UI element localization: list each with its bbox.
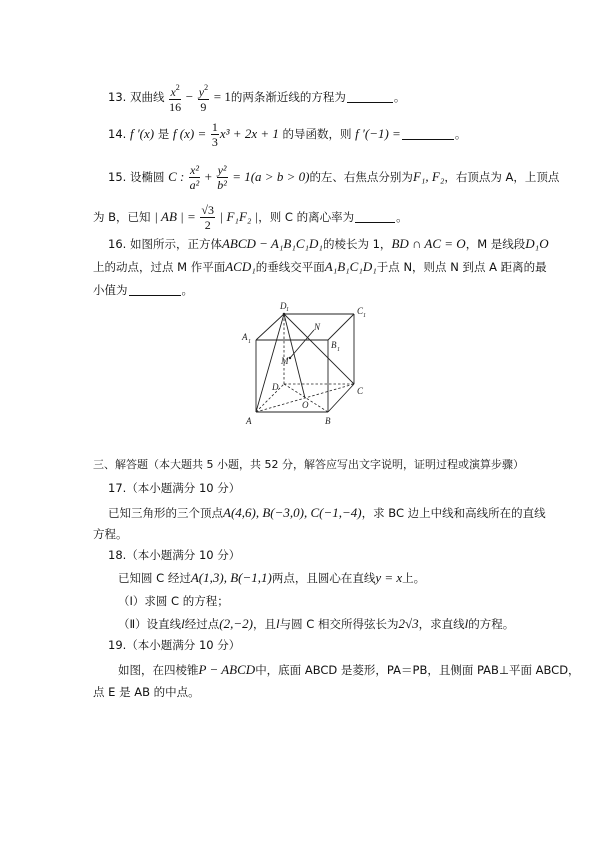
q15-foci: F₁, F₂ bbox=[412, 169, 445, 184]
q13-equals: = 1 bbox=[213, 89, 231, 104]
q15-y2: y² bbox=[217, 163, 227, 177]
q16-text-2a: 上的动点，过点 M 作平面 bbox=[93, 260, 226, 274]
q15-C: C : bbox=[168, 169, 185, 184]
question-13 bbox=[108, 82, 405, 113]
q16-a1b1c1d1: A₁B₁C₁D₁ bbox=[324, 259, 377, 274]
question-17-line-1 bbox=[108, 505, 546, 521]
question-18-part-2 bbox=[118, 616, 514, 632]
q18-l-3: l bbox=[464, 616, 469, 631]
q18-text-2b: 经过点 bbox=[184, 617, 220, 631]
q15-number: 15. bbox=[108, 170, 127, 184]
q16-cube: ABCD − A₁B₁C₁D₁ bbox=[221, 236, 323, 251]
q14-number: 14. bbox=[108, 127, 127, 141]
q15-ab: | AB | = bbox=[154, 209, 196, 224]
q18-text-1b: 两点，且圆心在直线 bbox=[271, 571, 376, 585]
q14-end: 。 bbox=[454, 127, 467, 141]
line-d1a bbox=[256, 314, 284, 412]
label-d1-sub: 1 bbox=[286, 307, 289, 313]
q13-fraction-x: $\frac{x^2}{16}$ bbox=[169, 83, 182, 114]
q13-fraction-y: $\frac{y^2}{9}$ bbox=[198, 83, 209, 114]
q18-points: A(1,3), B(−1,1) bbox=[190, 570, 272, 585]
label-c1-sub: 1 bbox=[363, 313, 366, 319]
label-a: A bbox=[246, 416, 252, 426]
q15-fraction-y bbox=[217, 164, 228, 191]
q15-fraction-x bbox=[189, 164, 200, 191]
q18-heading: 18.（本小题满分 10 分） bbox=[108, 548, 241, 562]
label-d: D bbox=[272, 382, 279, 392]
q15-two: 2 bbox=[204, 218, 211, 232]
label-a1: A bbox=[242, 332, 248, 342]
q13-text-1: 双曲线 bbox=[129, 90, 165, 104]
question-16-line-1 bbox=[108, 236, 549, 252]
q17-text-1b: ，求 BC 边上中线和高线所在的直线 bbox=[361, 506, 546, 520]
label-c1: C bbox=[357, 306, 364, 316]
question-19-line-2: 点 E 是 AB 的中点。 bbox=[93, 685, 200, 699]
q15-text-2: 的左、右焦点分别为 bbox=[309, 170, 413, 184]
label-m: M bbox=[281, 356, 289, 366]
point-d1 bbox=[283, 313, 286, 316]
q14-fvalue: f ′(−1) = bbox=[355, 126, 401, 141]
question-17-line-2: 方程。 bbox=[93, 527, 128, 541]
q15-line2-text-b: ，则 C 的离心率为 bbox=[258, 210, 355, 224]
label-b1: B bbox=[331, 340, 337, 350]
q13-den1: 16 bbox=[169, 100, 182, 114]
q19-text-1b: 中，底面 ABCD 是菱形，PA＝PB，且侧面 PAB⊥平面 ABCD， bbox=[255, 663, 580, 677]
q18-line: y = x bbox=[375, 570, 403, 585]
q18-text-2c: ，且 bbox=[252, 617, 276, 631]
q17-points: A(4,6), B(−3,0), C(−1,−4) bbox=[223, 505, 362, 520]
q18-text-2f: 的方程。 bbox=[468, 617, 515, 631]
q18-l-2: l bbox=[275, 616, 280, 631]
q19-heading: 19.（本小题满分 10 分） bbox=[108, 638, 241, 652]
q18-text-2e: ，求直线 bbox=[418, 617, 465, 631]
q15-fraction-sqrt bbox=[200, 204, 215, 231]
q15-text-1: 设椭圆 bbox=[129, 170, 165, 184]
q13-text-2: 的两条渐近线的方程为 bbox=[230, 90, 346, 104]
label-a1-sub: 1 bbox=[248, 339, 251, 345]
q16-answer-blank[interactable] bbox=[129, 283, 181, 296]
q15-f1f2: | F₁F₂ | bbox=[219, 209, 259, 224]
q13-minus: − bbox=[185, 89, 194, 104]
q16-number: 16. bbox=[108, 237, 127, 251]
q14-fraction bbox=[211, 121, 219, 148]
q16-end: 。 bbox=[181, 283, 193, 297]
line-mn bbox=[290, 330, 314, 358]
q15-a2: a² bbox=[189, 178, 200, 192]
q18-part-1: （Ⅰ）求圆 C 的方程； bbox=[118, 594, 229, 608]
question-14 bbox=[108, 121, 466, 148]
q18-l-1: l bbox=[181, 616, 185, 631]
question-15-line-2 bbox=[93, 204, 408, 231]
q16-text-3: 小值为 bbox=[93, 283, 128, 297]
q13-y: y bbox=[198, 85, 205, 99]
q13-number: 13. bbox=[108, 90, 127, 104]
q16-text-2b: 的垂线交平面 bbox=[255, 260, 325, 274]
q15-answer-blank[interactable] bbox=[355, 210, 395, 223]
q15-plus: + bbox=[204, 169, 212, 184]
label-d1: D bbox=[280, 301, 287, 311]
q13-end: 。 bbox=[393, 90, 406, 104]
q14-three: 3 bbox=[211, 135, 218, 149]
section-3-title: 三、解答题（本大题共 5 小题，共 52 分，解答应写出文字说明，证明过程或演算步骤） bbox=[93, 458, 524, 471]
question-16-line-2 bbox=[93, 259, 547, 275]
q15-b2: b² bbox=[217, 178, 227, 192]
q16-text-1c: ，M 是线段 bbox=[465, 237, 526, 251]
q16-intersection: BD ∩ AC = O bbox=[391, 236, 466, 251]
label-b: B bbox=[325, 416, 331, 426]
q15-sqrt3: √3 bbox=[201, 203, 215, 217]
edge-bc bbox=[328, 384, 354, 412]
q18-text-2a: （Ⅱ）设直线 bbox=[118, 617, 182, 631]
q14-polynomial: x³ + 2x + 1 bbox=[219, 126, 279, 141]
q15-x2: x² bbox=[190, 163, 199, 177]
q14-text-1: 是 bbox=[157, 127, 170, 141]
q15-condition: = 1(a > b > 0) bbox=[232, 169, 310, 184]
q13-x: x bbox=[170, 85, 176, 99]
q17-text-1a: 已知三角形的三个顶点 bbox=[108, 506, 223, 520]
edge-b1c1 bbox=[328, 314, 354, 340]
question-19-line-1 bbox=[118, 662, 580, 678]
q13-answer-blank[interactable] bbox=[347, 90, 393, 103]
q16-text-2c: 于点 N，则点 N 到点 A 距离的最 bbox=[376, 260, 547, 274]
question-15-line-1 bbox=[108, 164, 559, 191]
q15-end: 。 bbox=[396, 210, 408, 224]
q18-point: (2,−2) bbox=[219, 616, 253, 631]
q13-den2: 9 bbox=[200, 100, 207, 114]
q18-chord: 2√3 bbox=[398, 616, 419, 631]
q16-text-1a: 如图所示，正方体 bbox=[129, 237, 222, 251]
q16-acd1: ACD₁ bbox=[225, 259, 256, 274]
q14-one: 1 bbox=[211, 120, 218, 134]
q14-text-2: 的导函数，则 bbox=[282, 127, 352, 141]
point-m bbox=[289, 357, 291, 359]
q14-fx: f (x) = bbox=[172, 126, 207, 141]
question-18-line-1 bbox=[118, 570, 425, 586]
label-c: C bbox=[357, 386, 364, 396]
q18-text-1c: 上。 bbox=[402, 571, 426, 585]
cube-figure bbox=[236, 300, 374, 432]
edge-a1d1 bbox=[256, 314, 284, 340]
q19-text-1a: 如图，在四棱锥 bbox=[118, 663, 199, 677]
label-o: O bbox=[302, 400, 309, 410]
question-16-line-3 bbox=[93, 282, 193, 298]
q15-text-3: ，右顶点为 A，上顶点 bbox=[444, 170, 560, 184]
q18-text-2d: 与圆 C 相交所得弦长为 bbox=[279, 617, 399, 631]
q14-fprime: f ′(x) bbox=[129, 126, 155, 141]
q16-text-1b: 的棱长为 1， bbox=[322, 237, 392, 251]
q16-d1o: D₁O bbox=[525, 236, 549, 251]
q18-text-1a: 已知圆 C 经过 bbox=[118, 571, 191, 585]
q14-answer-blank[interactable] bbox=[402, 127, 454, 140]
label-n: N bbox=[314, 322, 321, 332]
q15-line2-text-a: 为 B，已知 bbox=[93, 210, 151, 224]
label-b1-sub: 1 bbox=[337, 347, 340, 353]
q19-pyramid: P − ABCD bbox=[198, 662, 256, 677]
q17-heading: 17.（本小题满分 10 分） bbox=[108, 481, 241, 495]
